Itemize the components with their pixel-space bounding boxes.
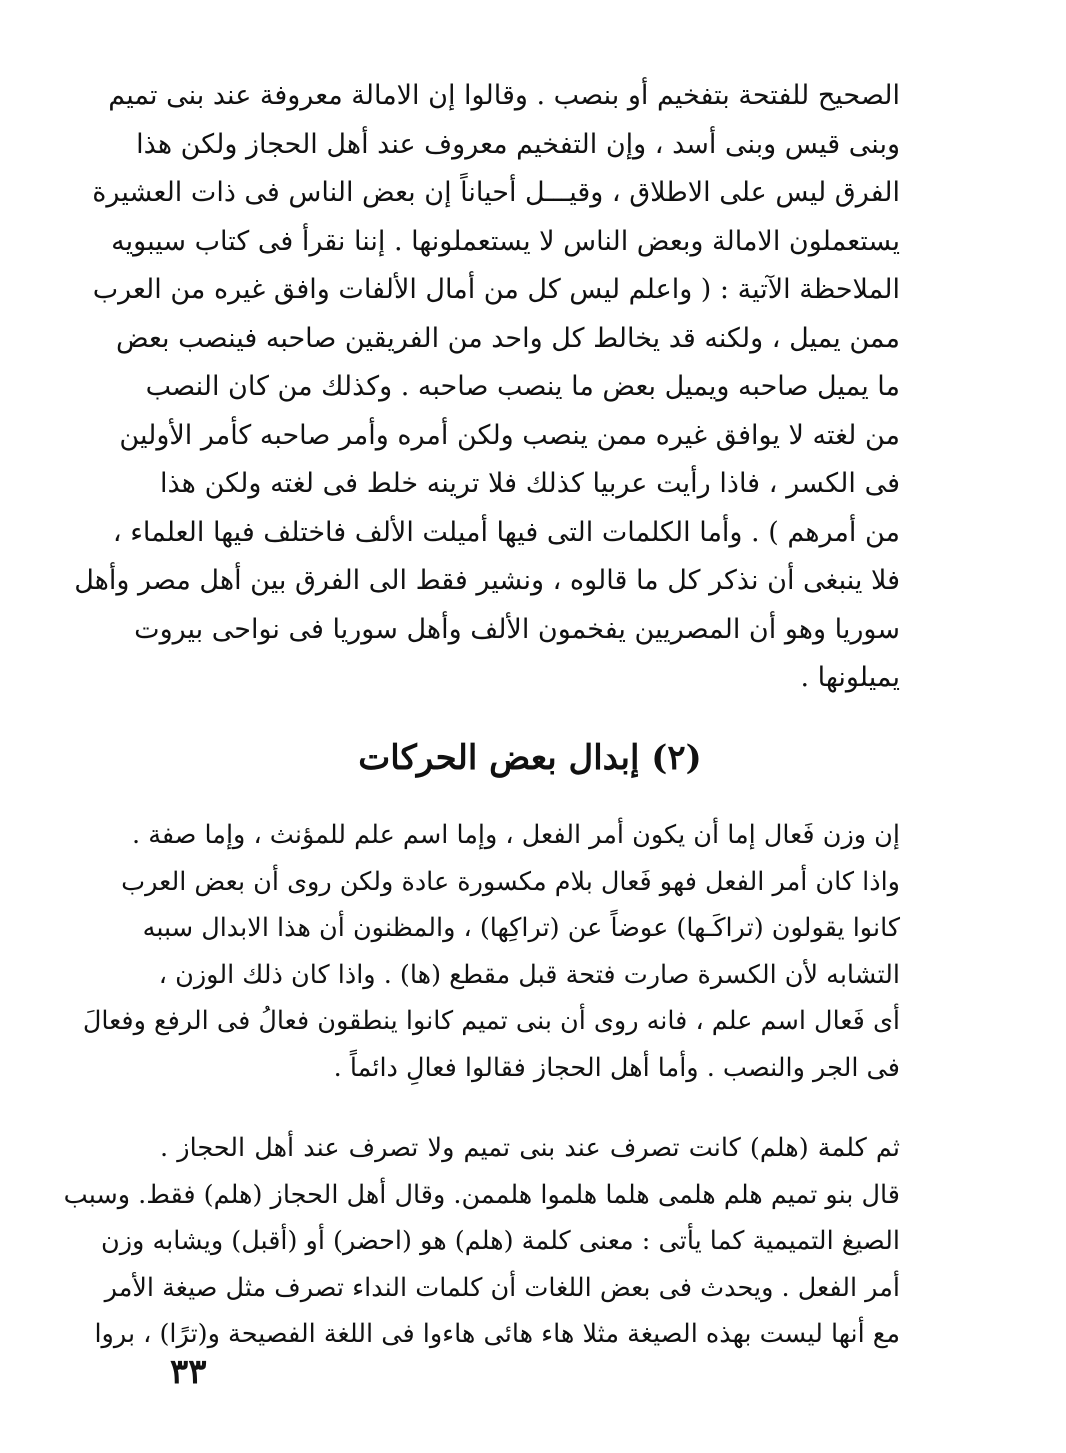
text-line: يميلونها . [800,662,900,693]
text-line: سوريا وهو أن المصريين يفخمون الألف وأهل سوريا فى نواحى بيروت [134,613,900,645]
text-line: إن وزن فَعال إما أن يكون أمر الفعل ، وإما اسم علم للمؤنث ، وإما صفة . [132,820,900,850]
text-line: وبنى قيس وبنى أسد ، وإن التفخيم معروف عند أهل الحجاز ولكن هذا [136,128,900,160]
text-line: ثم كلمة (هلم) كانت تصرف عند بنى تميم ولا تصرف عند أهل الحجاز . [160,1133,900,1163]
paragraph-3 [63,1125,900,1358]
text-line: الملاحظة الآتية : ( واعلم ليس كل من أمال الألفات وافق غيره من العرب [92,274,900,305]
text-line: واذا كان أمر الفعل فهو فَعال بلام مكسورة عادة ولكن روى أن بعض العرب [121,866,900,897]
text-line: يستعملون الامالة وبعض الناس لا يستعملونها . إننا نقرأ فى كتاب سيبويه [111,225,900,257]
text-line: الصيغ التميمية كما يأتى : معنى كلمة (هلم) هو (احضر) أو (أقبل) ويشابه وزن [100,1226,900,1256]
text-line: مع أنها ليست بهذه الصيغة مثلا هاء هائى هاءوا فى اللغة الفصيحة و(ترًا) ، بروا [94,1319,900,1349]
text-line: فى الجر والنصب . وأما أهل الحجاز فقالوا فعالِ دائماً . [333,1052,900,1083]
section-heading: (٢) إبدال بعض الحركات [358,738,702,778]
text-line: من أمرهم ) . وأما الكلمات التى فيها أميلت الألف فاختلف فيها العلماء ، [112,516,900,548]
text-line: ما يميل صاحبه ويميل بعض ما ينصب صاحبه . وكذلك من كان النصب [145,371,900,402]
text-line: التشابه لأن الكسرة صارت فتحة قبل مقطع (ها) . واذا كان ذلك الوزن ، [158,959,900,990]
page-number: ٣٣ [170,1352,207,1392]
text-line: من لغته لا يوافق غيره ممن ينصب ولكن أمره وأمر صاحبه كأمر الأولين [119,419,900,451]
text-line: الفرق ليس على الاطلاق ، وقيـــل أحياناً إن بعض الناس فى ذات العشيرة [92,177,900,208]
paragraph-1 [74,72,900,703]
text-line: فى الكسر ، فاذا رأيت عربيا كذلك فلا ترينه خلط فى لغته ولكن هذا [160,468,900,499]
text-line: أمر الفعل . ويحدث فى بعض اللغات أن كلمات النداء تصرف مثل صيغة الأمر [104,1272,900,1303]
text-line: ممن يميل ، ولكنه قد يخالط كل واحد من الفريقين صاحبه فينصب بعض [115,322,900,354]
text-line: أى فَعال اسم علم ، فانه روى أن بنى تميم كانوا ينطقون فعالُ فى الرفع وفعالَ [82,1006,900,1036]
text-line: الصحيح للفتحة بتفخيم أو بنصب . وقالوا إن الامالة معروفة عند بنى تميم [108,80,900,111]
text-line: فلا ينبغى أن نذكر كل ما قالوه ، ونشير فقط الى الفرق بين أهل مصر وأهل [74,565,900,596]
text-line: كانوا يقولون (تراكَـها) عوضاً عن (تراكِها) ، والمظنون أن هذا الابدال سببه [142,913,900,943]
paragraph-2 [82,812,900,1091]
text-line: قال بنو تميم هلم هلمى هلما هلموا هلممن. وقال أهل الحجاز (هلم) فقط. وسبب [63,1179,900,1210]
